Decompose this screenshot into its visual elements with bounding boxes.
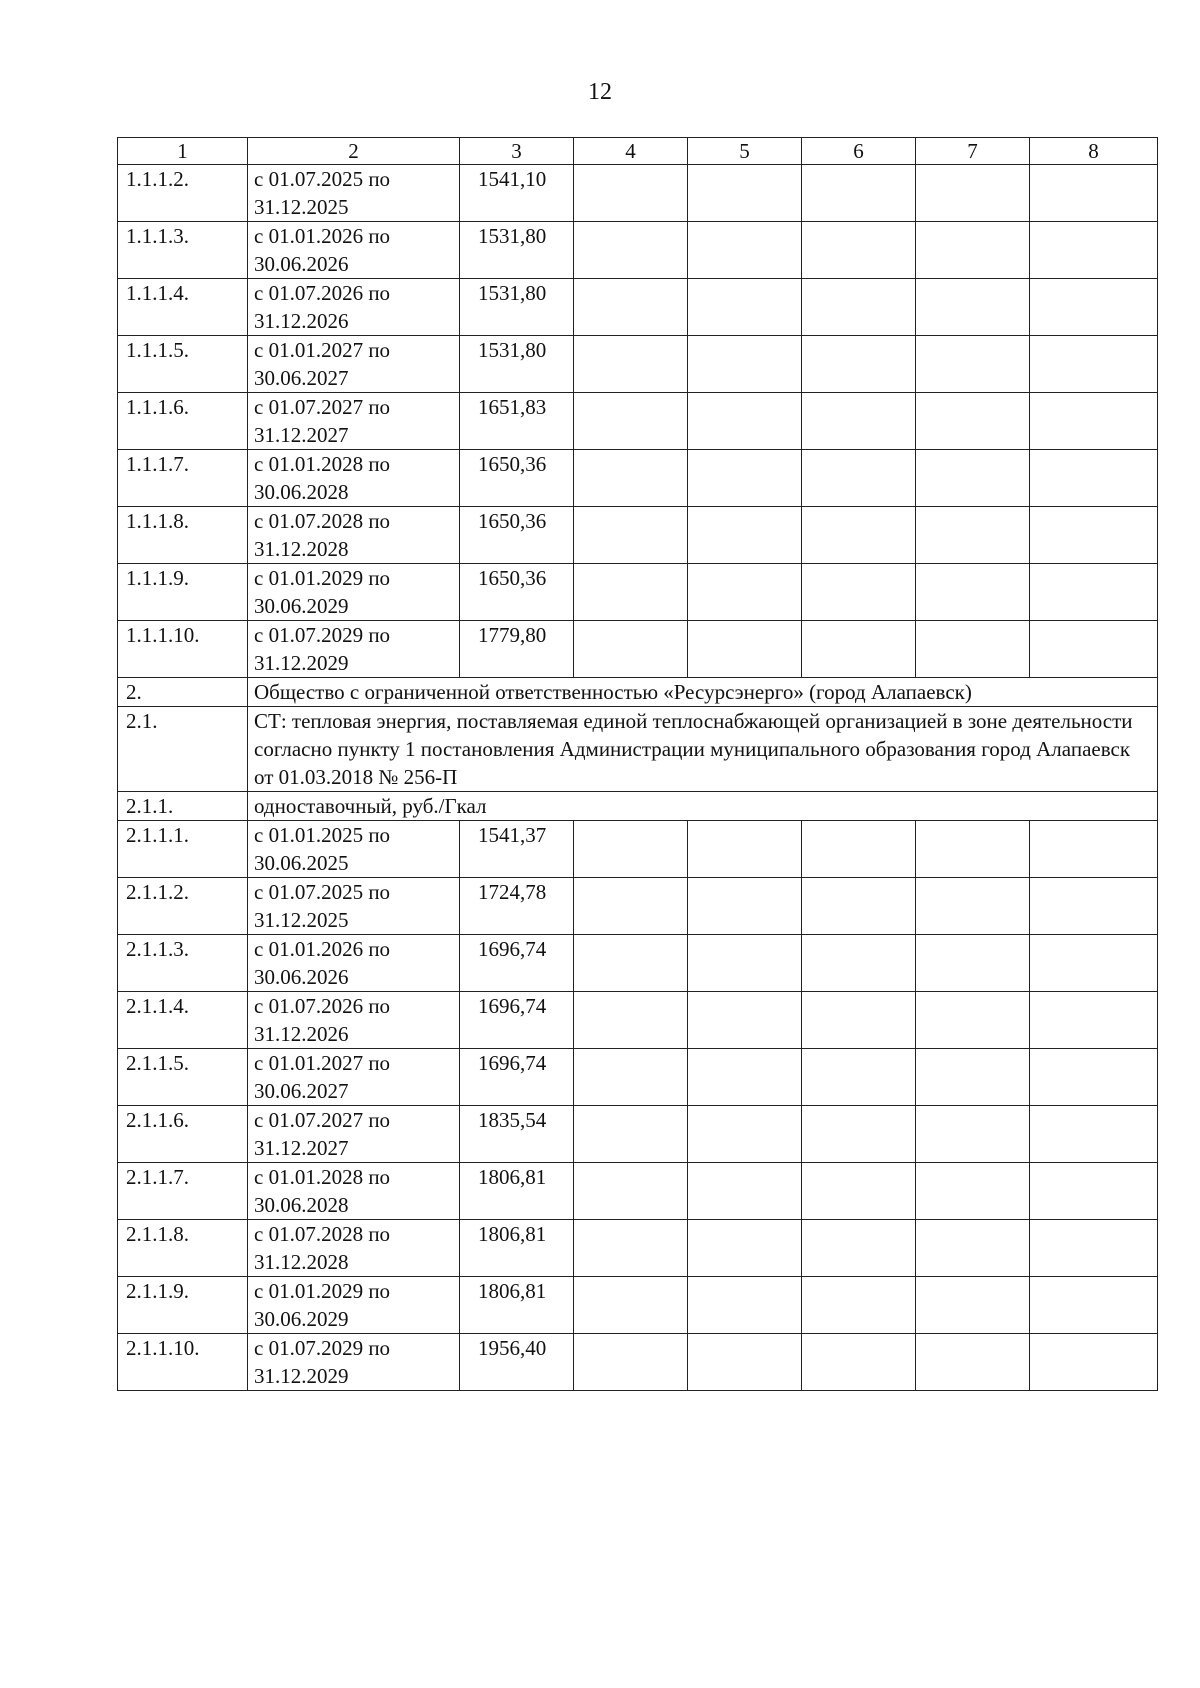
- section-text: Общество с ограниченной ответственностью «Ресурсэнерго» (город Алапаевск): [248, 678, 1158, 707]
- empty-cell: [574, 821, 688, 878]
- row-code: 2.1.1.3.: [118, 935, 248, 992]
- period-start: с 01.07.2025 по: [254, 880, 391, 904]
- period-end: 30.06.2026: [254, 965, 349, 989]
- row-value: 1651,83: [460, 393, 574, 450]
- empty-cell: [1030, 279, 1158, 336]
- row-value: 1531,80: [460, 336, 574, 393]
- empty-cell: [916, 821, 1030, 878]
- section-row-heat-energy: [118, 707, 1158, 792]
- empty-cell: [688, 279, 802, 336]
- table-row: [118, 564, 1158, 621]
- empty-cell: [802, 564, 916, 621]
- empty-cell: [802, 1334, 916, 1391]
- section-code: 2.1.: [118, 707, 248, 792]
- empty-cell: [802, 1220, 916, 1277]
- table-row: [118, 621, 1158, 678]
- section-text: СТ: тепловая энергия, поставляемая единой теплоснабжающей организацией в зоне деятельности согласно пункту 1 постановления Администрации муниципального образования город Алапаевск от 01.03.2018 № 256-П: [248, 707, 1158, 792]
- row-value: 1696,74: [460, 935, 574, 992]
- period-start: с 01.07.2027 по: [254, 395, 391, 419]
- header-cell: 1: [118, 138, 248, 165]
- row-value: 1806,81: [460, 1220, 574, 1277]
- table-row: [118, 992, 1158, 1049]
- row-period: [248, 1163, 460, 1220]
- empty-cell: [574, 621, 688, 678]
- period-start: с 01.01.2029 по: [254, 566, 391, 590]
- empty-cell: [916, 1277, 1030, 1334]
- row-period: [248, 507, 460, 564]
- section-row-tariff-type: [118, 792, 1158, 821]
- empty-cell: [916, 279, 1030, 336]
- empty-cell: [802, 1049, 916, 1106]
- row-code: 1.1.1.4.: [118, 279, 248, 336]
- empty-cell: [688, 450, 802, 507]
- empty-cell: [688, 992, 802, 1049]
- table-row: [118, 878, 1158, 935]
- period-end: 31.12.2029: [254, 1364, 349, 1388]
- empty-cell: [1030, 165, 1158, 222]
- empty-cell: [1030, 1277, 1158, 1334]
- empty-cell: [574, 1106, 688, 1163]
- empty-cell: [802, 165, 916, 222]
- empty-cell: [802, 821, 916, 878]
- empty-cell: [1030, 1334, 1158, 1391]
- empty-cell: [916, 1106, 1030, 1163]
- period-start: с 01.01.2027 по: [254, 1051, 391, 1075]
- row-code: 1.1.1.10.: [118, 621, 248, 678]
- table-row: [118, 1277, 1158, 1334]
- row-value: 1724,78: [460, 878, 574, 935]
- period-start: с 01.01.2026 по: [254, 224, 391, 248]
- period-end: 30.06.2029: [254, 1307, 349, 1331]
- table-row: [118, 821, 1158, 878]
- empty-cell: [688, 165, 802, 222]
- header-cell: 7: [916, 138, 1030, 165]
- period-start: с 01.07.2025 по: [254, 167, 391, 191]
- empty-cell: [1030, 336, 1158, 393]
- period-end: 31.12.2025: [254, 195, 349, 219]
- empty-cell: [574, 992, 688, 1049]
- empty-cell: [916, 621, 1030, 678]
- row-value: 1956,40: [460, 1334, 574, 1391]
- header-cell: 8: [1030, 138, 1158, 165]
- row-period: [248, 222, 460, 279]
- table-row: [118, 1049, 1158, 1106]
- row-period: [248, 621, 460, 678]
- empty-cell: [688, 1049, 802, 1106]
- period-start: с 01.07.2029 по: [254, 623, 391, 647]
- empty-cell: [1030, 393, 1158, 450]
- empty-cell: [916, 393, 1030, 450]
- row-period: [248, 1106, 460, 1163]
- table-row: [118, 507, 1158, 564]
- empty-cell: [802, 1106, 916, 1163]
- empty-cell: [916, 992, 1030, 1049]
- row-value: 1531,80: [460, 279, 574, 336]
- row-period: [248, 165, 460, 222]
- empty-cell: [802, 450, 916, 507]
- period-end: 30.06.2027: [254, 1079, 349, 1103]
- row-period: [248, 935, 460, 992]
- empty-cell: [916, 878, 1030, 935]
- table-row: [118, 1163, 1158, 1220]
- row-value: 1650,36: [460, 507, 574, 564]
- empty-cell: [802, 393, 916, 450]
- empty-cell: [1030, 878, 1158, 935]
- section-code: 2.1.1.: [118, 792, 248, 821]
- row-value: 1835,54: [460, 1106, 574, 1163]
- period-start: с 01.01.2026 по: [254, 937, 391, 961]
- period-start: с 01.07.2028 по: [254, 1222, 391, 1246]
- table-row: [118, 336, 1158, 393]
- table-row: [118, 450, 1158, 507]
- period-end: 30.06.2028: [254, 1193, 349, 1217]
- empty-cell: [916, 222, 1030, 279]
- empty-cell: [574, 507, 688, 564]
- period-end: 31.12.2027: [254, 423, 349, 447]
- period-end: 31.12.2026: [254, 309, 349, 333]
- period-end: 31.12.2029: [254, 651, 349, 675]
- empty-cell: [802, 621, 916, 678]
- section-code: 2.: [118, 678, 248, 707]
- empty-cell: [574, 279, 688, 336]
- row-period: [248, 1277, 460, 1334]
- period-start: с 01.07.2026 по: [254, 281, 391, 305]
- row-period: [248, 1334, 460, 1391]
- row-code: 2.1.1.8.: [118, 1220, 248, 1277]
- table-row: [118, 393, 1158, 450]
- empty-cell: [1030, 564, 1158, 621]
- row-period: [248, 992, 460, 1049]
- period-start: с 01.01.2028 по: [254, 452, 391, 476]
- row-value: 1541,10: [460, 165, 574, 222]
- table-row: [118, 222, 1158, 279]
- empty-cell: [1030, 1106, 1158, 1163]
- empty-cell: [802, 1277, 916, 1334]
- row-period: [248, 393, 460, 450]
- row-period: [248, 1049, 460, 1106]
- empty-cell: [574, 878, 688, 935]
- empty-cell: [916, 935, 1030, 992]
- row-value: 1806,81: [460, 1163, 574, 1220]
- row-code: 2.1.1.1.: [118, 821, 248, 878]
- section-row-organization: [118, 678, 1158, 707]
- row-period: [248, 564, 460, 621]
- empty-cell: [802, 222, 916, 279]
- empty-cell: [574, 1277, 688, 1334]
- row-code: 2.1.1.9.: [118, 1277, 248, 1334]
- empty-cell: [574, 1334, 688, 1391]
- empty-cell: [688, 821, 802, 878]
- empty-cell: [574, 1220, 688, 1277]
- empty-cell: [1030, 935, 1158, 992]
- empty-cell: [688, 878, 802, 935]
- empty-cell: [574, 450, 688, 507]
- row-period: [248, 821, 460, 878]
- empty-cell: [1030, 450, 1158, 507]
- empty-cell: [688, 336, 802, 393]
- table-row: [118, 1106, 1158, 1163]
- empty-cell: [1030, 821, 1158, 878]
- empty-cell: [802, 1163, 916, 1220]
- period-end: 31.12.2026: [254, 1022, 349, 1046]
- period-end: 31.12.2028: [254, 537, 349, 561]
- row-code: 1.1.1.7.: [118, 450, 248, 507]
- empty-cell: [802, 992, 916, 1049]
- empty-cell: [802, 507, 916, 564]
- empty-cell: [1030, 1163, 1158, 1220]
- empty-cell: [688, 1220, 802, 1277]
- row-value: 1779,80: [460, 621, 574, 678]
- empty-cell: [916, 1220, 1030, 1277]
- empty-cell: [574, 1049, 688, 1106]
- empty-cell: [916, 564, 1030, 621]
- period-start: с 01.07.2026 по: [254, 994, 391, 1018]
- tariff-table: [117, 137, 1158, 1391]
- empty-cell: [574, 222, 688, 279]
- empty-cell: [688, 564, 802, 621]
- row-period: [248, 878, 460, 935]
- period-end: 30.06.2028: [254, 480, 349, 504]
- period-end: 30.06.2027: [254, 366, 349, 390]
- empty-cell: [916, 165, 1030, 222]
- row-value: 1541,37: [460, 821, 574, 878]
- header-cell: 6: [802, 138, 916, 165]
- period-start: с 01.07.2027 по: [254, 1108, 391, 1132]
- empty-cell: [688, 1334, 802, 1391]
- row-code: 1.1.1.3.: [118, 222, 248, 279]
- empty-cell: [916, 1163, 1030, 1220]
- empty-cell: [688, 1106, 802, 1163]
- row-value: 1650,36: [460, 564, 574, 621]
- row-code: 2.1.1.2.: [118, 878, 248, 935]
- section-text: одноставочный, руб./Гкал: [248, 792, 1158, 821]
- period-end: 31.12.2027: [254, 1136, 349, 1160]
- empty-cell: [688, 1163, 802, 1220]
- row-period: [248, 1220, 460, 1277]
- empty-cell: [688, 507, 802, 564]
- period-start: с 01.01.2028 по: [254, 1165, 391, 1189]
- empty-cell: [1030, 621, 1158, 678]
- row-code: 1.1.1.8.: [118, 507, 248, 564]
- row-value: 1531,80: [460, 222, 574, 279]
- empty-cell: [802, 935, 916, 992]
- row-code: 2.1.1.10.: [118, 1334, 248, 1391]
- empty-cell: [688, 1277, 802, 1334]
- row-value: 1806,81: [460, 1277, 574, 1334]
- period-end: 31.12.2025: [254, 908, 349, 932]
- header-cell: 4: [574, 138, 688, 165]
- empty-cell: [916, 507, 1030, 564]
- period-start: с 01.07.2028 по: [254, 509, 391, 533]
- empty-cell: [1030, 1220, 1158, 1277]
- period-end: 31.12.2028: [254, 1250, 349, 1274]
- row-value: 1650,36: [460, 450, 574, 507]
- empty-cell: [916, 336, 1030, 393]
- row-value: 1696,74: [460, 1049, 574, 1106]
- empty-cell: [574, 564, 688, 621]
- empty-cell: [916, 450, 1030, 507]
- empty-cell: [802, 279, 916, 336]
- period-end: 30.06.2025: [254, 851, 349, 875]
- row-period: [248, 450, 460, 507]
- row-code: 1.1.1.2.: [118, 165, 248, 222]
- table-row: [118, 1220, 1158, 1277]
- empty-cell: [916, 1334, 1030, 1391]
- empty-cell: [1030, 507, 1158, 564]
- empty-cell: [574, 1163, 688, 1220]
- empty-cell: [1030, 222, 1158, 279]
- empty-cell: [1030, 1049, 1158, 1106]
- period-start: с 01.01.2029 по: [254, 1279, 391, 1303]
- row-code: 2.1.1.4.: [118, 992, 248, 1049]
- row-code: 1.1.1.6.: [118, 393, 248, 450]
- header-row: [118, 138, 1158, 165]
- empty-cell: [688, 393, 802, 450]
- empty-cell: [688, 222, 802, 279]
- page-number: 12: [588, 79, 612, 105]
- row-code: 2.1.1.5.: [118, 1049, 248, 1106]
- empty-cell: [574, 336, 688, 393]
- header-cell: 2: [248, 138, 460, 165]
- row-code: 2.1.1.7.: [118, 1163, 248, 1220]
- header-cell: 3: [460, 138, 574, 165]
- empty-cell: [916, 1049, 1030, 1106]
- row-period: [248, 336, 460, 393]
- period-start: с 01.07.2029 по: [254, 1336, 391, 1360]
- row-code: 1.1.1.9.: [118, 564, 248, 621]
- row-code: 1.1.1.5.: [118, 336, 248, 393]
- empty-cell: [802, 336, 916, 393]
- empty-cell: [574, 935, 688, 992]
- table-row: [118, 165, 1158, 222]
- empty-cell: [688, 621, 802, 678]
- period-start: с 01.01.2025 по: [254, 823, 391, 847]
- empty-cell: [574, 393, 688, 450]
- header-cell: 5: [688, 138, 802, 165]
- empty-cell: [802, 878, 916, 935]
- period-start: с 01.01.2027 по: [254, 338, 391, 362]
- empty-cell: [1030, 992, 1158, 1049]
- row-period: [248, 279, 460, 336]
- empty-cell: [688, 935, 802, 992]
- period-end: 30.06.2029: [254, 594, 349, 618]
- period-end: 30.06.2026: [254, 252, 349, 276]
- empty-cell: [574, 165, 688, 222]
- row-value: 1696,74: [460, 992, 574, 1049]
- table-row: [118, 279, 1158, 336]
- table-row: [118, 1334, 1158, 1391]
- row-code: 2.1.1.6.: [118, 1106, 248, 1163]
- table-row: [118, 935, 1158, 992]
